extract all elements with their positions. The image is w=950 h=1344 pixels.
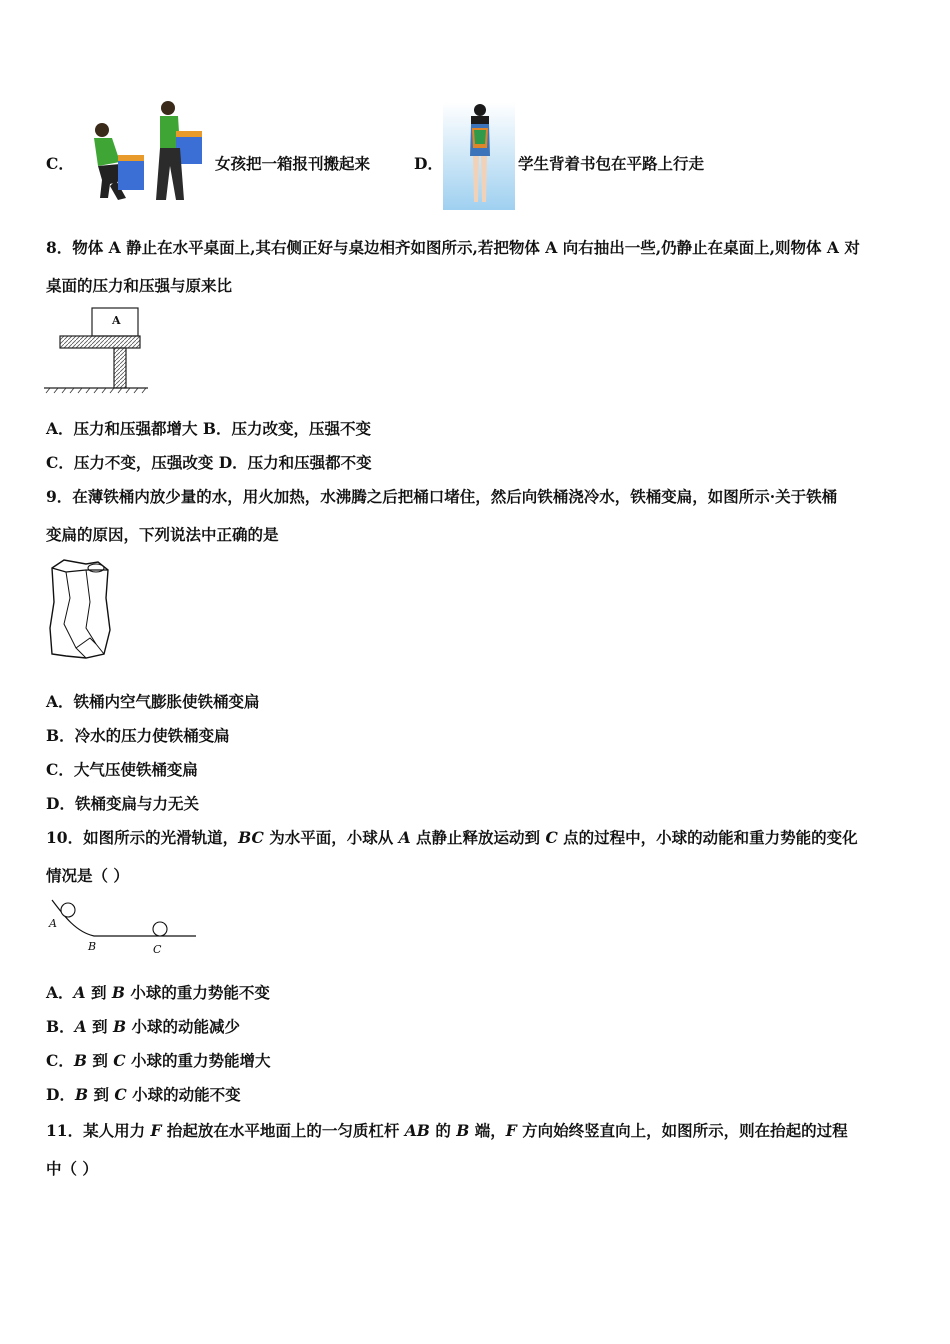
q8-stem-line-1: 8．物体 A 静止在水平桌面上,其右侧正好与桌边相齐如图所示,若把物体 A 向右抽出一些,仍静止在桌面上,则物体 A 对 — [46, 238, 860, 257]
point-symbol: A — [73, 983, 86, 1002]
q7-option-d-label: D． — [414, 154, 443, 173]
q8-stem-line-2: 桌面的压力和压强与原来比 — [46, 276, 233, 295]
q9-option-a: A．铁桶内空气膨胀使铁桶变扁 — [46, 692, 260, 711]
q11-stem-line-2: 中（ ） — [46, 1159, 98, 1178]
option-label: D． — [46, 1085, 75, 1104]
lever-ab-symbol: AB — [404, 1121, 430, 1140]
option-text: 到 — [86, 1051, 114, 1070]
q10-number: 10．如图所示的光滑轨道， — [46, 828, 239, 847]
q10-stem-line-2: 情况是（ ） — [46, 866, 129, 885]
option-label: A． — [46, 983, 74, 1002]
point-symbol: B — [111, 983, 125, 1002]
q10-stem-line-1 — [46, 826, 858, 848]
track-point-c-label: C — [153, 943, 162, 956]
point-symbol: A — [74, 1017, 87, 1036]
block-a-label: A — [112, 314, 121, 327]
force-symbol: F — [150, 1121, 162, 1140]
q7-option-c-text: 女孩把一箱报刊搬起来 — [215, 154, 371, 173]
girl-lifting-box-illustration — [80, 100, 208, 208]
option-text: 小球的动能不变 — [126, 1085, 241, 1104]
q11-text-1: 抬起放在水平地面上的一匀质杠杆 — [161, 1121, 405, 1140]
q9-option-c: C．大气压使铁桶变扁 — [46, 760, 198, 779]
q9-stem-line-1: 9．在薄铁桶内放少量的水，用火加热，水沸腾之后把桶口堵住，然后向铁桶浇冷水，铁桶变扁，如图所示·关于铁桶 — [46, 487, 838, 506]
smooth-track-figure — [46, 896, 202, 960]
option-text: 到 — [88, 1085, 115, 1104]
table-with-block-a-figure — [44, 304, 154, 396]
point-b-symbol: B — [456, 1121, 470, 1140]
student-walking-illustration — [443, 102, 515, 210]
option-text: 到 — [85, 983, 112, 1002]
q9-stem-line-2: 变扁的原因，下列说法中正确的是 — [46, 525, 279, 544]
q10-c-symbol: C — [545, 828, 558, 847]
q8-options-row-1: A．压力和压强都增大 B．压力改变，压强不变 — [46, 419, 372, 438]
q10-option-b — [46, 1015, 240, 1037]
point-symbol: B — [74, 1085, 89, 1104]
q10-text-2: 点静止释放运动到 — [410, 828, 546, 847]
track-point-b-label: B — [88, 940, 97, 953]
point-symbol: B — [73, 1051, 87, 1070]
q9-option-b: B．冷水的压力使铁桶变扁 — [46, 726, 230, 745]
q7-option-c-label: C． — [46, 154, 74, 173]
option-label: B． — [46, 1017, 75, 1036]
q10-option-d — [46, 1083, 241, 1105]
q10-option-c — [46, 1049, 271, 1071]
q11-text-3: 端， — [469, 1121, 506, 1140]
point-symbol: C — [113, 1051, 126, 1070]
option-text: 小球的动能减少 — [126, 1017, 240, 1036]
point-symbol: C — [114, 1085, 127, 1104]
q11-number: 11．某人用力 — [46, 1121, 151, 1140]
q10-bc-symbol: BC — [238, 828, 264, 847]
q10-text-3: 点的过程中，小球的动能和重力势能的变化 — [557, 828, 858, 847]
q7-option-d-text: 学生背着书包在平路上行走 — [518, 154, 705, 173]
q10-a-symbol: A — [398, 828, 411, 847]
point-symbol: B — [112, 1017, 127, 1036]
option-text: 到 — [86, 1017, 113, 1036]
q10-text-1: 为水平面，小球从 — [263, 828, 399, 847]
q11-text-4: 方向始终竖直向上，如图所示，则在抬起的过程 — [516, 1121, 848, 1140]
force-symbol: F — [505, 1121, 517, 1140]
option-label: C． — [46, 1051, 74, 1070]
q8-options-row-2: C．压力不变，压强改变 D．压力和压强都不变 — [46, 453, 372, 472]
track-point-a-label: A — [49, 917, 57, 930]
crushed-iron-bucket-figure — [46, 558, 116, 662]
option-text: 小球的重力势能不变 — [124, 983, 270, 1002]
q11-stem-line-1 — [46, 1119, 848, 1141]
option-text: 小球的重力势能增大 — [125, 1051, 271, 1070]
q10-option-a — [46, 981, 270, 1003]
q11-text-2: 的 — [429, 1121, 457, 1140]
q9-option-d: D．铁桶变扁与力无关 — [46, 794, 199, 813]
